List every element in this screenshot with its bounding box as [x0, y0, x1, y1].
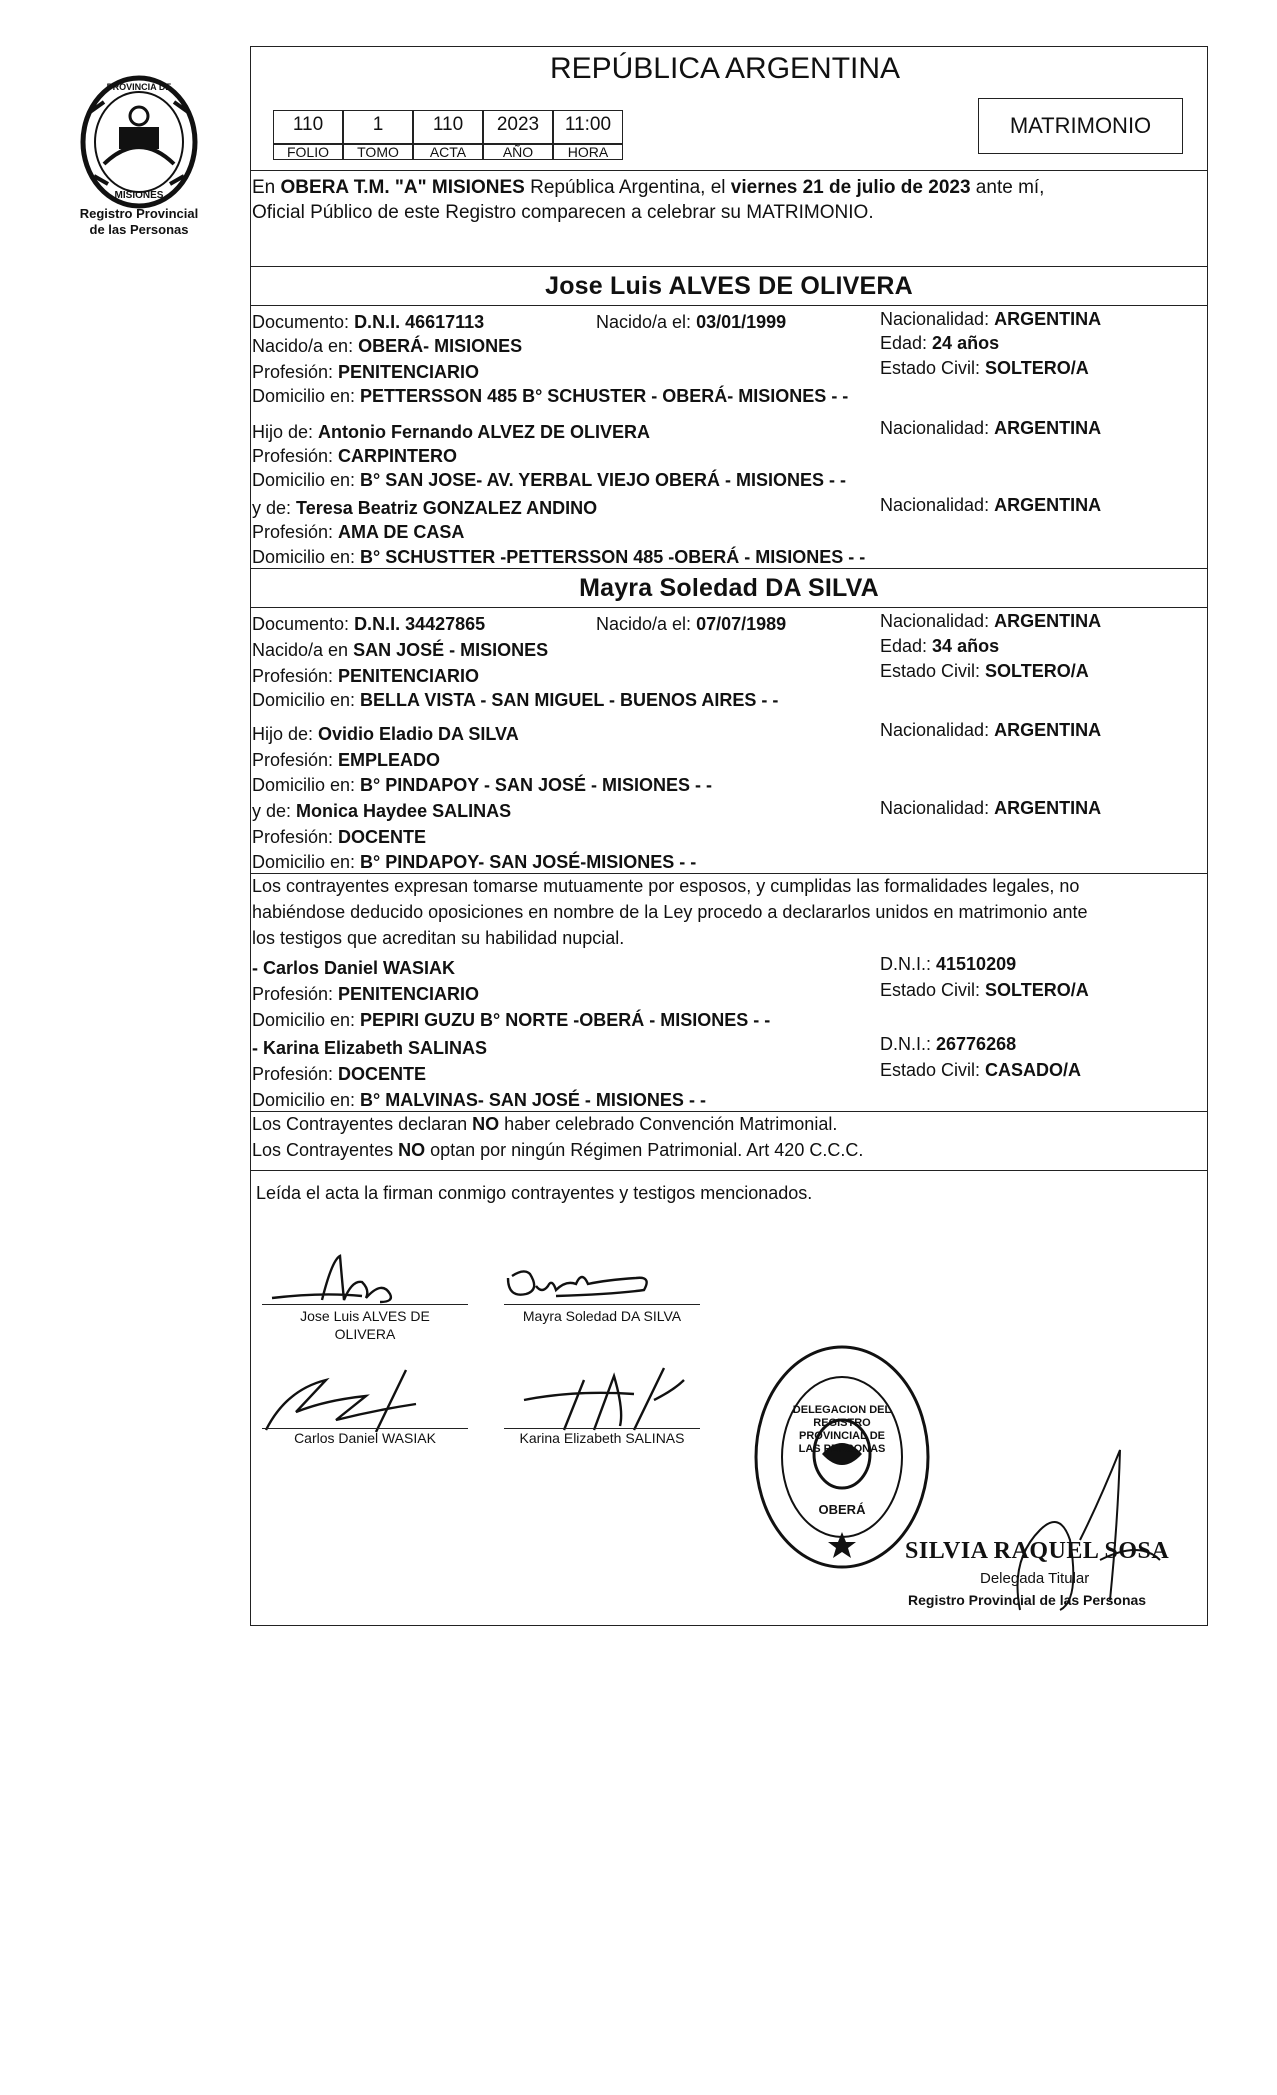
spouse1-edad — [880, 333, 999, 353]
field-label: Documento: — [252, 614, 355, 634]
field-label: Estado Civil: — [880, 358, 986, 378]
witness1-name: - Carlos Daniel WASIAK — [252, 958, 456, 978]
field-label: Nacionalidad: — [880, 309, 995, 329]
spouse2-last-name: DA SILVA — [765, 574, 879, 602]
field-value: 41510209 — [936, 954, 1017, 974]
field-value: ARGENTINA — [994, 495, 1102, 515]
field-label: Nacionalidad: — [880, 611, 995, 631]
convention-text: Los Contrayentes — [252, 1140, 399, 1160]
hora-label: HORA — [553, 144, 623, 160]
field-value: PENITENCIARIO — [338, 984, 480, 1004]
spouse1-divider — [250, 568, 1208, 569]
field-value: OBERÁ- MISIONES — [358, 336, 523, 356]
spouse2-first-name: Mayra Soledad — [579, 574, 766, 602]
field-label: Profesión: — [252, 522, 339, 542]
field-value: D.N.I. 34427865 — [354, 614, 486, 634]
logo-caption-line2: de las Personas — [89, 222, 189, 237]
field-label: Profesión: — [252, 362, 339, 382]
stamp-ring-text: DELEGACION DEL REGISTRO PROVINCIAL DE LAS PERSONAS — [792, 1404, 892, 1455]
spouse2-madre-profesion — [252, 827, 426, 847]
folio-label: FOLIO — [273, 144, 343, 160]
field-label: Profesión: — [252, 1064, 339, 1084]
spouse1-madre — [252, 498, 597, 518]
field-value: Teresa Beatriz GONZALEZ ANDINO — [296, 498, 598, 518]
spouse2-padre-nacionalidad — [880, 720, 1101, 740]
field-value: 34 años — [932, 636, 1000, 656]
field-label: Domicilio en: — [252, 547, 361, 567]
witness1-signature-icon — [256, 1360, 476, 1435]
spouse1-madre-profesion — [252, 522, 464, 542]
witness2-estado-civil — [880, 1060, 1081, 1080]
field-value: CARPINTERO — [338, 446, 458, 466]
spouse2-divider — [250, 873, 1208, 874]
field-value: B° SAN JOSE- AV. YERBAL VIEJO OBERÁ - MISIONES - - — [360, 470, 847, 490]
field-label: Estado Civil: — [880, 661, 986, 681]
witness1-dni — [880, 954, 1016, 974]
witness2-dni — [880, 1034, 1016, 1054]
field-label: Domicilio en: — [252, 1010, 361, 1030]
witnesses-divider — [250, 1111, 1208, 1112]
field-value: CASADO/A — [985, 1060, 1082, 1080]
field-label: Nacido/a el: — [596, 614, 697, 634]
field-value: AMA DE CASA — [338, 522, 465, 542]
witness1-domicilio — [252, 1010, 770, 1030]
logo-seal-text-bottom: MISIONES — [114, 190, 164, 201]
field-value: BELLA VISTA - SAN MIGUEL - BUENOS AIRES - - — [360, 690, 779, 710]
field-value: 03/01/1999 — [696, 312, 787, 332]
field-label: Estado Civil: — [880, 980, 986, 1000]
spouse2-documento — [252, 614, 485, 634]
spouse1-domicilio — [252, 386, 848, 406]
convention-line-1 — [252, 1114, 837, 1134]
spouse1-nacionalidad — [880, 309, 1101, 329]
field-label: Profesión: — [252, 666, 339, 686]
intro-line-2: Oficial Público de este Registro comparecen a celebrar su MATRIMONIO. — [252, 202, 874, 223]
field-label: Nacido/a en: — [252, 336, 359, 356]
field-value: B° SCHUSTTER -PETTERSSON 485 -OBERÁ - MISIONES - - — [360, 547, 866, 567]
spouse2-padre-profesion — [252, 750, 440, 770]
intro-text: En — [252, 177, 281, 198]
spouse1-documento — [252, 312, 484, 332]
field-value: 24 años — [932, 333, 1000, 353]
acta-label: ACTA — [413, 144, 483, 160]
logo-seal-text-top: PROVINCIA DE — [106, 82, 172, 92]
spouse2-edad — [880, 636, 999, 656]
field-value: SAN JOSÉ - MISIONES — [353, 640, 549, 660]
field-value: SOLTERO/A — [985, 980, 1089, 1000]
field-label: Nacionalidad: — [880, 495, 995, 515]
convention-text: haber celebrado Convención Matrimonial. — [499, 1114, 838, 1134]
declaration-line-2: habiéndose deducido oposiciones en nombre de la Ley procedo a declararlos unidos en matrimonio ante — [252, 902, 1088, 922]
spouse2-profesion — [252, 666, 479, 686]
field-label: D.N.I.: — [880, 954, 937, 974]
convention-text: optan por ningún Régimen Patrimonial. Art 420 C.C.C. — [425, 1140, 864, 1160]
spouse2-nacido-el — [596, 614, 786, 634]
convention-no: NO — [472, 1114, 500, 1134]
record-type-box — [978, 98, 1183, 154]
witness2-signature-label: Karina Elizabeth SALINAS — [519, 1430, 685, 1446]
convention-divider — [250, 1170, 1208, 1171]
spouse2-nacido-en — [252, 640, 548, 660]
record-type: MATRIMONIO — [1009, 113, 1152, 138]
spouse1-madre-domicilio — [252, 547, 865, 567]
declaration-line-1: Los contrayentes expresan tomarse mutuamente por esposos, y cumplidas las formalidades legales, no — [252, 876, 1080, 896]
witness2-profesion — [252, 1064, 426, 1084]
tomo-value: 1 — [343, 110, 413, 144]
witness1-estado-civil — [880, 980, 1089, 1000]
spouse2-signature-icon — [496, 1250, 696, 1310]
field-value: SOLTERO/A — [985, 661, 1089, 681]
page-title: REPÚBLICA ARGENTINA — [549, 52, 901, 85]
folio-value: 110 — [273, 110, 343, 144]
intro-text: República Argentina, el — [524, 177, 731, 198]
field-value: SOLTERO/A — [985, 358, 1089, 378]
field-value: DOCENTE — [338, 827, 427, 847]
field-value: EMPLEADO — [338, 750, 441, 770]
stamp-center-text: OBERÁ — [818, 1502, 866, 1517]
witness2-signature-line — [504, 1428, 700, 1429]
field-label: Nacido/a el: — [596, 312, 697, 332]
field-value: 07/07/1989 — [696, 614, 787, 634]
field-value: B° MALVINAS- SAN JOSÉ - MISIONES - - — [360, 1090, 706, 1110]
spouse2-signature-line — [504, 1304, 700, 1305]
field-label: Nacionalidad: — [880, 720, 995, 740]
spouse1-madre-nacionalidad — [880, 495, 1101, 515]
spouse1-padre — [252, 422, 650, 442]
acta-value: 110 — [413, 110, 483, 144]
field-value: ARGENTINA — [994, 798, 1102, 818]
field-label: Hijo de: — [252, 724, 319, 744]
field-label: Domicilio en: — [252, 470, 361, 490]
field-value: Antonio Fernando ALVEZ DE OLIVERA — [318, 422, 651, 442]
convention-line-2 — [252, 1140, 863, 1160]
spouse2-padre — [252, 724, 519, 744]
field-value: 26776268 — [936, 1034, 1017, 1054]
field-value: D.N.I. 46617113 — [354, 312, 485, 332]
officer-title: Delegada Titular — [980, 1570, 1090, 1587]
spouse1-name — [250, 272, 1208, 301]
field-label: Domicilio en: — [252, 386, 361, 406]
field-value: PENITENCIARIO — [338, 666, 480, 686]
officer-name: SILVIA RAQUEL SOSA — [905, 1538, 1170, 1564]
spouse1-padre-profesion — [252, 446, 457, 466]
spouse2-madre — [252, 801, 511, 821]
spouse2-nacionalidad — [880, 611, 1101, 631]
field-label: Profesión: — [252, 750, 339, 770]
convention-no: NO — [398, 1140, 426, 1160]
field-value: B° PINDAPOY - SAN JOSÉ - MISIONES - - — [360, 775, 712, 795]
closing-text: Leída el acta la firman conmigo contrayentes y testigos mencionados. — [256, 1183, 813, 1203]
field-value: ARGENTINA — [994, 611, 1102, 631]
spouse1-first-name: Jose Luis — [545, 272, 669, 300]
field-label: Documento: — [252, 312, 355, 332]
field-label: Estado Civil: — [880, 1060, 986, 1080]
spouse1-last-name: ALVES DE OLIVERA — [668, 272, 913, 300]
spouse1-signature-icon — [262, 1250, 462, 1310]
field-value: PETTERSSON 485 B° SCHUSTER - OBERÁ- MISIONES - - — [360, 386, 849, 406]
spouse1-padre-nacionalidad — [880, 418, 1101, 438]
field-label: Nacido/a en — [252, 640, 354, 660]
field-label: Edad: — [880, 333, 933, 353]
field-value: PEPIRI GUZU B° NORTE -OBERÁ - MISIONES - - — [360, 1010, 771, 1030]
field-label: Domicilio en: — [252, 690, 361, 710]
intro-divider — [250, 266, 1208, 267]
spouse1-estado-civil — [880, 358, 1089, 378]
spouse2-padre-domicilio — [252, 775, 712, 795]
spouse1-nacido-el — [596, 312, 786, 332]
spouse1-name-divider — [250, 305, 1208, 306]
convention-text: Los Contrayentes declaran — [252, 1114, 473, 1134]
spouse2-madre-domicilio — [252, 852, 696, 872]
spouse2-estado-civil — [880, 661, 1089, 681]
header-divider — [250, 170, 1208, 171]
spouse2-name — [250, 574, 1208, 603]
officer-office: Registro Provincial de las Personas — [908, 1592, 1147, 1608]
intro-place: OBERA T.M. "A" MISIONES — [280, 177, 525, 198]
field-label: Nacionalidad: — [880, 798, 995, 818]
field-value: Monica Haydee SALINAS — [296, 801, 512, 821]
field-value: DOCENTE — [338, 1064, 427, 1084]
tomo-label: TOMO — [343, 144, 413, 160]
field-label: Domicilio en: — [252, 852, 361, 872]
witness2-domicilio — [252, 1090, 706, 1110]
declaration-line-3: los testigos que acreditan su habilidad nupcial. — [252, 928, 625, 948]
spouse1-signature-label-2: OLIVERA — [334, 1326, 396, 1342]
anio-label: AÑO — [483, 144, 553, 160]
logo-caption-line1: Registro Provincial — [79, 206, 199, 221]
field-label: Nacionalidad: — [880, 418, 995, 438]
field-value: ARGENTINA — [994, 418, 1102, 438]
spouse2-domicilio — [252, 690, 778, 710]
field-label: Profesión: — [252, 827, 339, 847]
spouse1-signature-label-1: Jose Luis ALVES DE — [300, 1308, 430, 1324]
spouse1-nacido-en — [252, 336, 522, 356]
field-value: B° PINDAPOY- SAN JOSÉ-MISIONES - - — [360, 852, 697, 872]
intro-date: viernes 21 de julio de 2023 — [730, 177, 971, 198]
field-label: Profesión: — [252, 984, 339, 1004]
spouse1-profesion — [252, 362, 479, 382]
intro-text: ante mí, — [970, 177, 1045, 198]
field-label: D.N.I.: — [880, 1034, 937, 1054]
witness1-profesion — [252, 984, 479, 1004]
field-value: ARGENTINA — [994, 309, 1102, 329]
witness2-signature-icon — [504, 1360, 704, 1435]
anio-value: 2023 — [483, 110, 553, 144]
field-label: Hijo de: — [252, 422, 319, 442]
field-label: Domicilio en: — [252, 1090, 361, 1110]
witness2-name: - Karina Elizabeth SALINAS — [252, 1038, 488, 1058]
spouse2-madre-nacionalidad — [880, 798, 1101, 818]
witness1-signature-line — [262, 1428, 468, 1429]
field-value: ARGENTINA — [994, 720, 1102, 740]
field-label: y de: — [252, 801, 297, 821]
hora-value: 11:00 — [553, 110, 623, 144]
spouse1-padre-domicilio — [252, 470, 846, 490]
field-label: Profesión: — [252, 446, 339, 466]
field-value: PENITENCIARIO — [338, 362, 480, 382]
field-label: y de: — [252, 498, 297, 518]
field-value: Ovidio Eladio DA SILVA — [318, 724, 519, 744]
spouse2-signature-label: Mayra Soledad DA SILVA — [522, 1308, 682, 1324]
field-label: Domicilio en: — [252, 775, 361, 795]
registry-logo — [64, 72, 214, 242]
spouse1-signature-line — [262, 1304, 468, 1305]
field-label: Edad: — [880, 636, 933, 656]
spouse2-name-divider — [250, 607, 1208, 608]
witness1-signature-label: Carlos Daniel WASIAK — [294, 1430, 436, 1446]
intro-line-1 — [252, 178, 1044, 198]
